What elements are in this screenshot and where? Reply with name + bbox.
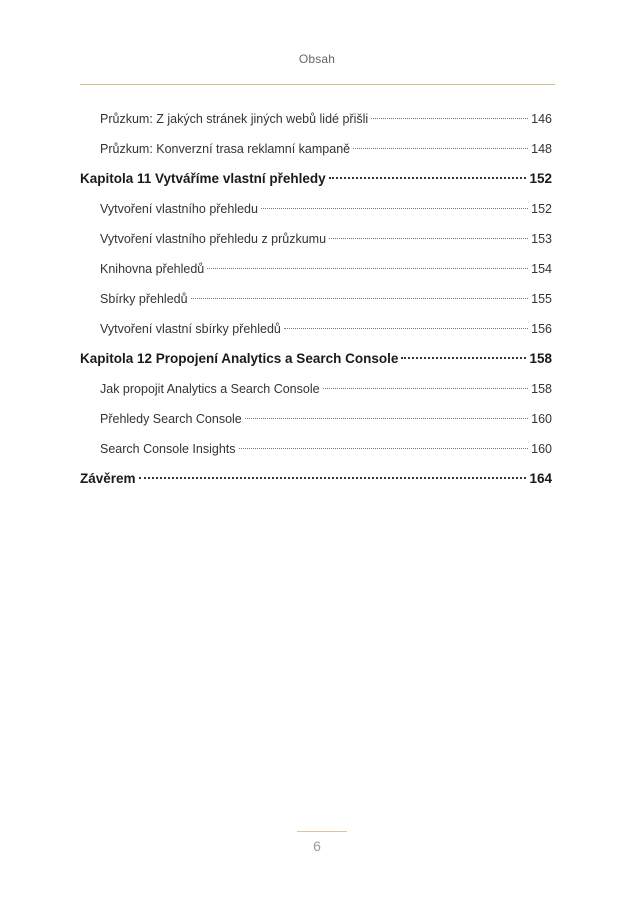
header-divider bbox=[80, 84, 555, 85]
table-of-contents bbox=[80, 104, 552, 494]
toc-entry[interactable] bbox=[80, 104, 552, 134]
dot-leader bbox=[401, 357, 526, 359]
toc-entry[interactable] bbox=[80, 404, 552, 434]
toc-chapter-entry[interactable] bbox=[80, 164, 552, 194]
dot-leader bbox=[329, 177, 527, 179]
toc-entry-title: Vytvoření vlastního přehledu z průzkumu bbox=[100, 232, 327, 246]
toc-entry-page: 154 bbox=[531, 262, 552, 276]
dot-leader bbox=[329, 238, 528, 239]
toc-chapter-title: Závěrem bbox=[80, 471, 136, 486]
toc-entry[interactable] bbox=[80, 254, 552, 284]
toc-entry[interactable] bbox=[80, 434, 552, 464]
toc-entry-page: 156 bbox=[531, 322, 552, 336]
toc-entry-page: 152 bbox=[531, 202, 552, 216]
dot-leader bbox=[191, 298, 529, 299]
toc-entry-title: Knihovna přehledů bbox=[100, 262, 205, 276]
toc-chapter-title: Kapitola 12 Propojení Analytics a Search Console bbox=[80, 351, 399, 366]
toc-chapter-entry[interactable] bbox=[80, 344, 552, 374]
dot-leader bbox=[139, 477, 527, 479]
toc-entry-title: Vytvoření vlastní sbírky přehledů bbox=[100, 322, 281, 336]
toc-entry[interactable] bbox=[80, 134, 552, 164]
toc-chapter-page: 164 bbox=[529, 471, 552, 486]
page-header-title: Obsah bbox=[298, 52, 336, 66]
toc-entry[interactable] bbox=[80, 314, 552, 344]
toc-entry-title: Průzkum: Konverzní trasa reklamní kampaně bbox=[100, 142, 351, 156]
dot-leader bbox=[284, 328, 528, 329]
toc-chapter-entry[interactable] bbox=[80, 464, 552, 494]
dot-leader bbox=[323, 388, 529, 389]
dot-leader bbox=[245, 418, 528, 419]
toc-entry-title: Přehledy Search Console bbox=[100, 412, 242, 426]
toc-entry[interactable] bbox=[80, 224, 552, 254]
toc-entry-title: Search Console Insights bbox=[100, 442, 236, 456]
dot-leader bbox=[207, 268, 528, 269]
dot-leader bbox=[353, 148, 528, 149]
toc-entry-page: 148 bbox=[531, 142, 552, 156]
toc-entry-page: 146 bbox=[531, 112, 552, 126]
dot-leader bbox=[239, 448, 529, 449]
toc-entry-title: Sbírky přehledů bbox=[100, 292, 188, 306]
toc-entry[interactable] bbox=[80, 284, 552, 314]
toc-entry-title: Jak propojit Analytics a Search Console bbox=[100, 382, 320, 396]
toc-chapter-page: 158 bbox=[529, 351, 552, 366]
dot-leader bbox=[261, 208, 528, 209]
toc-entry-title: Průzkum: Z jakých stránek jiných webů lidé přišli bbox=[100, 112, 369, 126]
toc-entry[interactable] bbox=[80, 194, 552, 224]
footer-divider bbox=[297, 831, 347, 832]
toc-entry-page: 158 bbox=[531, 382, 552, 396]
toc-chapter-page: 152 bbox=[529, 171, 552, 186]
toc-entry[interactable] bbox=[80, 374, 552, 404]
page-number: 6 bbox=[313, 838, 321, 854]
toc-entry-page: 160 bbox=[531, 442, 552, 456]
dot-leader bbox=[371, 118, 528, 119]
toc-entry-page: 155 bbox=[531, 292, 552, 306]
toc-chapter-title: Kapitola 11 Vytváříme vlastní přehledy bbox=[80, 171, 326, 186]
toc-entry-page: 153 bbox=[531, 232, 552, 246]
toc-entry-title: Vytvoření vlastního přehledu bbox=[100, 202, 258, 216]
toc-entry-page: 160 bbox=[531, 412, 552, 426]
